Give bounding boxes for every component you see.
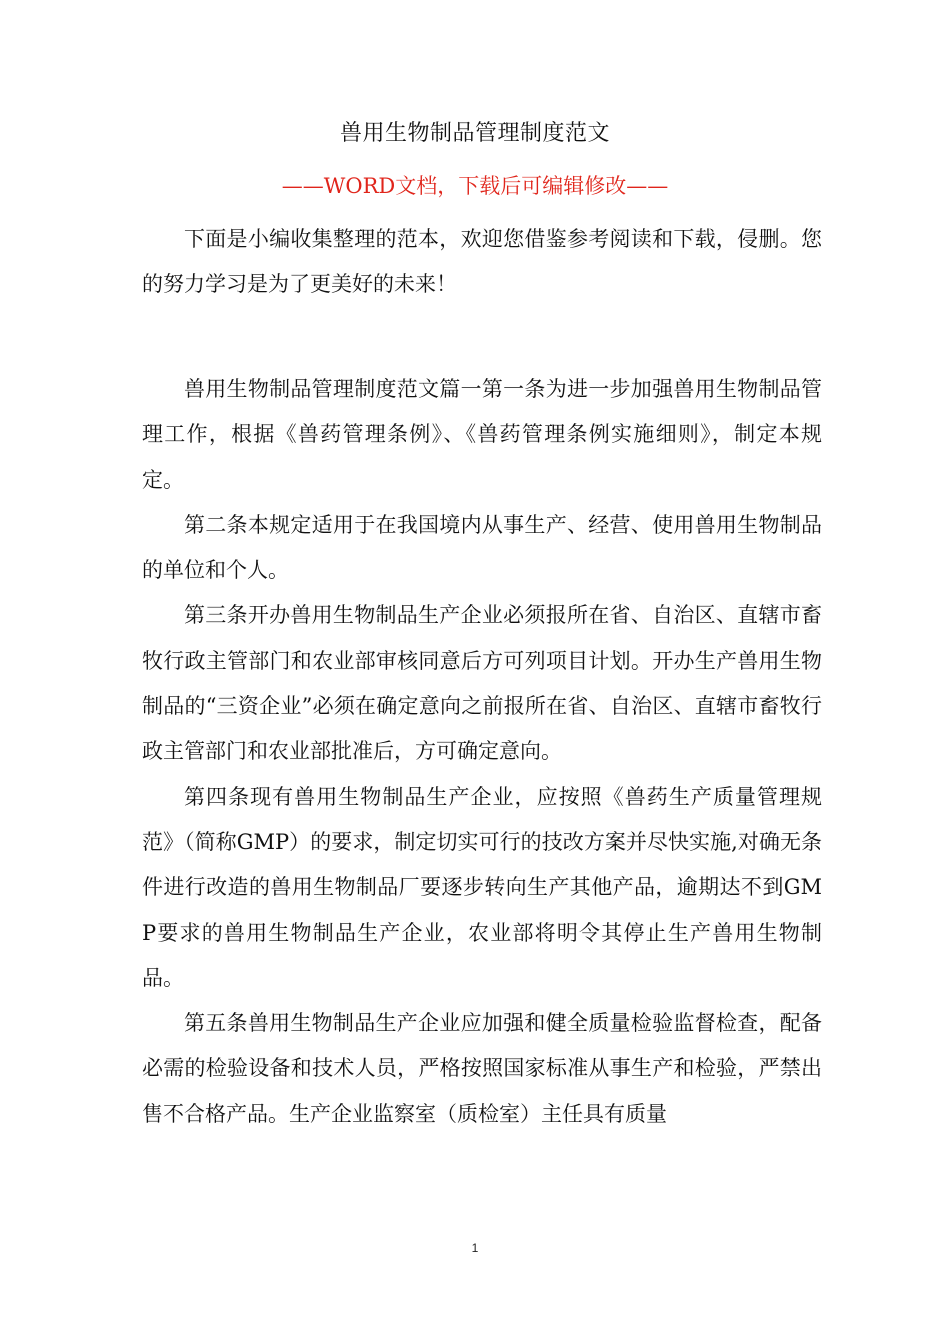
document-title: 兽用生物制品管理制度范文 (339, 121, 610, 146)
paragraph-4: 第四条现有兽用生物制品生产企业，应按照《兽药生产质量管理规范》（简称GMP）的要求，制定切实可行的技改方案并尽快实施,对确无条件进行改造的兽用生物制品厂要逐步转向生产其他产品，逾期达不到GMP要求的兽用生物制品生产企业，农业部将明令其停止生产兽用生物制品。 (142, 784, 822, 990)
article-body (142, 367, 822, 1137)
paragraph-3: 第三条开办兽用生物制品生产企业必须报所在省、自治区、直辖市畜牧行政主管部门和农业部审核同意后方可列项目计划。开办生产兽用生物制品的“三资企业”必须在确定意向之前报所在省、自治区、直辖市畜牧行政主管部门和农业部批准后，方可确定意向。 (142, 603, 822, 764)
document-subtitle: ——WORD文档，下载后可编辑修改—— (281, 174, 669, 198)
paragraph-2: 第二条本规定适用于在我国境内从事生产、经营、使用兽用生物制品的单位和个人。 (142, 512, 822, 583)
intro-text: 下面是小编收集整理的范本，欢迎您借鉴参考阅读和下载，侵删。您的努力学习是为了更美好的未来！ (142, 227, 822, 297)
paragraph-1: 兽用生物制品管理制度范文篇一第一条为进一步加强兽用生物制品管理工作，根据《兽药管理条例》、《兽药管理条例实施细则》，制定本规定。 (142, 377, 822, 492)
page-number: 1 (471, 1241, 479, 1255)
intro-paragraph (142, 217, 822, 308)
paragraph-5: 第五条兽用生物制品生产企业应加强和健全质量检验监督检查，配备必需的检验设备和技术人员，严格按照国家标准从事生产和检验，严禁出售不合格产品。生产企业监察室（质检室）主任具有质量 (142, 1011, 822, 1126)
